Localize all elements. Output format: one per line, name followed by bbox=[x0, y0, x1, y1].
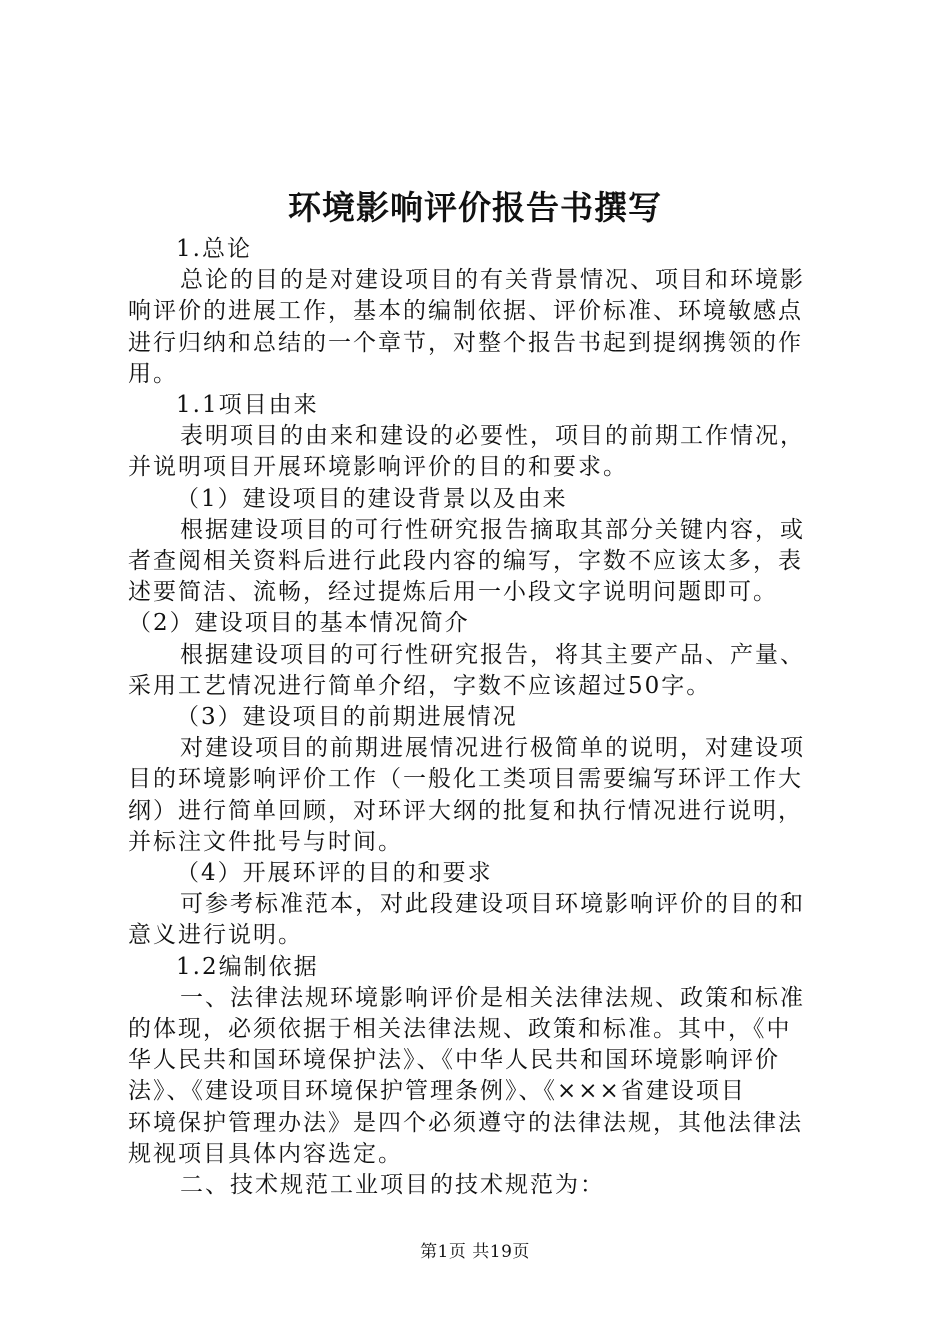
paragraph-line: 用。 bbox=[128, 360, 178, 387]
paragraph-line: 环境保护管理办法》是四个必须遵守的法律法规，其他法律法 bbox=[128, 1109, 803, 1136]
paragraph-line: 纲）进行简单回顾，对环评大纲的批复和执行情况进行说明， bbox=[128, 797, 803, 824]
paragraph-line: 者查阅相关资料后进行此段内容的编写，字数不应该太多，表 bbox=[128, 548, 803, 575]
paragraph-line: 进行归纳和总结的一个章节，对整个报告书起到提纲携领的作 bbox=[128, 329, 803, 356]
subsection-heading: （4）开展环评的目的和要求 bbox=[176, 860, 493, 887]
paragraph-line: 的体现，必须依据于相关法律法规、政策和标准。其中，《中 bbox=[128, 1016, 792, 1043]
paragraph-line: 一、法律法规环境影响评价是相关法律法规、政策和标准 bbox=[180, 984, 805, 1011]
paragraph-line: 规视项目具体内容选定。 bbox=[128, 1140, 403, 1167]
subsection-heading: （2）建设项目的基本情况简介 bbox=[128, 610, 470, 637]
paragraph-line: 意义进行说明。 bbox=[128, 922, 303, 949]
paragraph-line: 总论的目的是对建设项目的有关背景情况、项目和环境影 bbox=[180, 267, 805, 294]
paragraph-line: 对建设项目的前期进展情况进行极简单的说明，对建设项 bbox=[180, 735, 805, 762]
paragraph-line: 根据建设项目的可行性研究报告，将其主要产品、产量、 bbox=[180, 641, 805, 668]
document-body bbox=[128, 234, 832, 1201]
subsection-heading: （1）建设项目的建设背景以及由来 bbox=[176, 485, 568, 512]
section-heading: 1.总论 bbox=[176, 236, 252, 262]
paragraph-line: 响评价的进展工作，基本的编制依据、评价标准、环境敏感点 bbox=[128, 298, 803, 325]
paragraph-line: 二、技术规范工业项目的技术规范为： bbox=[180, 1172, 605, 1199]
section-heading: 1.1项目由来 bbox=[176, 392, 319, 419]
paragraph-line: 根据建设项目的可行性研究报告摘取其部分关键内容，或 bbox=[180, 516, 805, 543]
paragraph-line: 并标注文件批号与时间。 bbox=[128, 828, 403, 855]
subsection-heading: （3）建设项目的前期进展情况 bbox=[176, 704, 518, 731]
paragraph-line: 并说明项目开展环境影响评价的目的和要求。 bbox=[128, 454, 628, 481]
paragraph-line: 表明项目的由来和建设的必要性，项目的前期工作情况， bbox=[180, 423, 805, 450]
section-heading: 1.2编制依据 bbox=[176, 953, 319, 980]
paragraph-line: 华人民共和国环境保护法》、《中华人民共和国环境影响评价 bbox=[128, 1047, 780, 1074]
page-footer: 第1页 共19页 bbox=[420, 1242, 530, 1262]
document-title: 环境影响评价报告书撰写 bbox=[288, 188, 662, 227]
paragraph-line: 法》、《建设项目环境保护管理条例》、《×××省建设项目 bbox=[128, 1078, 746, 1105]
paragraph-line: 述要简洁、流畅，经过提炼后用一小段文字说明问题即可。 bbox=[128, 579, 778, 606]
paragraph-line: 目的环境影响评价工作（一般化工类项目需要编写环评工作大 bbox=[128, 766, 803, 793]
paragraph-line: 可参考标准范本，对此段建设项目环境影响评价的目的和 bbox=[180, 891, 805, 918]
paragraph-line: 采用工艺情况进行简单介绍，字数不应该超过50字。 bbox=[128, 672, 712, 699]
